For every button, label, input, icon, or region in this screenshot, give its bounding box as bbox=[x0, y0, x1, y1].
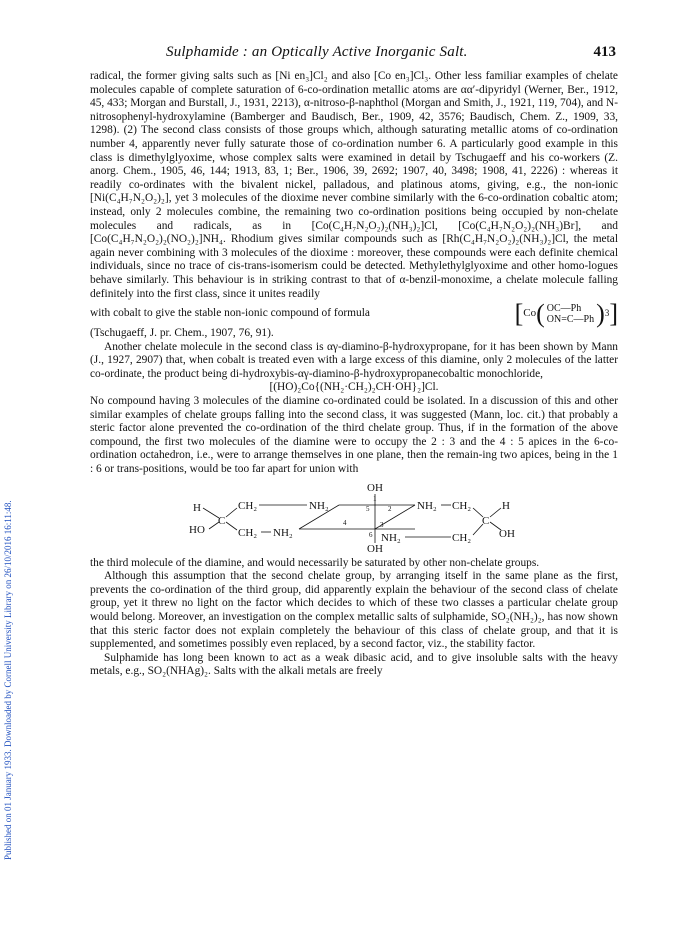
apex-4-label: 4 bbox=[343, 518, 347, 527]
formula-metal: Co bbox=[523, 307, 537, 320]
oh-top-label: OH bbox=[367, 481, 383, 494]
nh2-bot-left-label: NH₂ bbox=[273, 526, 293, 539]
article-body bbox=[90, 70, 618, 679]
bond-c-ch2-bot-left bbox=[226, 522, 237, 530]
c-left-label: C bbox=[218, 514, 226, 527]
ho-left-label: HO bbox=[189, 523, 205, 536]
bond-c-h-right bbox=[490, 508, 501, 517]
apex-6-label: 6 bbox=[369, 530, 373, 539]
octahedral-structure-diagram bbox=[189, 481, 519, 553]
paragraph-sulphamide: Sulphamide has long been known to act as a weak dibasic acid, and to give insoluble salts with the heavy metals, e.g., SO₂(NHAg)₂. Salts with the alkali metals are freely bbox=[90, 651, 618, 678]
page-number: 413 bbox=[593, 44, 616, 60]
oh-right-label: OH bbox=[499, 527, 515, 540]
paragraph-steric-factor: No compound having 3 molecules of the diamine co-ordinated could be isolated. In a discussion of this and other similar examples of chelate groups falling into the second class, it was suggested (Mann, loc. cit.) that probably a steric factor alone prevented the co-ordination of the third chelate group. Thus, if in the formation of the above compound, the first two molecules of the diamine were to occupy the 2 : 3 and the 4 : 5 apices in the 6-co-ordination octahedron, i.e., were to arrange themselves in one plane, then the remain-ing two apices, being in the 1 : 6 or trans-positions, would be too far apart for union with bbox=[90, 395, 618, 476]
bond-h-c-left bbox=[203, 508, 219, 518]
formula-bottom: ON=C—Ph bbox=[546, 314, 595, 326]
formula-subscript: 3 bbox=[604, 308, 610, 319]
centered-cobalt-formula: [(HO)₂Co{(NH₂·CH₂)₂CH·OH}₂]Cl. bbox=[269, 381, 439, 394]
benzilmonoxime-formula-line bbox=[90, 299, 618, 329]
paragraph-chelate-classes: radical, the former giving salts such as [Ni en₃]Cl₂ and also [Co en₃]Cl₃. Other less familiar examples of chelate molecules capable of complete saturation of 6-co-ordination metallic atoms are αα′-dipyridyl (Werner, Ber., 1912, 45, 433; Morgan and Burstall, J., 1931, 2213), α-nitroso-β-naphthol (Morgan and Smith, J., 1921, 119, 704), and N-nitrosophenyl-hydroxylamine (Bamberger and Baudisch, Ber., 1909, 42, 3576; Baudisch, Chem. Z., 1909, 33, 1298). (2) The second class consists of those groups which, although saturating metallic atoms of co-ordination number 4, apparently never fully saturate those of co-ordination number 6. A particularly good example in this class is dimethylglyoxime, whose complex salts were examined in detail by Tschugaeff and his co-workers (Z. anorg. Chem., 1905, 46, 144; 1913, 83, 1; Ber., 1906, 39, 2692; 1907, 40, 3498; 1908, 41, 2226) : whereas it readily co-ordinates with the bivalent nickel, palladous, and platinous atoms, giving, e.g., the non-ionic [Ni(C₄H₇N₂O₂)₂], yet 3 molecules of the dioxime never combine similarly with the 6-co-ordination cobaltic atom; instead, only 2 molecules combine, the remaining two co-ordination positions being occupied by non-chelate molecules and radicals, as in [Co(C₄H₇N₂O₂)₂(NH₃)₂]Cl, [Co(C₄H₇N₂O₂)₂(NH₃)Br], and [Co(C₄H₇N₂O₂)₂(NO₂)₂]NH₄. Rhodium gives similar compounds such as [Rh(C₄H₇N₂O₂)₂(NH₃)₂]Cl, the metal again never combining with 3 molecules of the dioxime : moreover, these compounds were each definite chemical individuals, since no trace of cis-trans-isomerism could be detected. Methylethylglyoxime and other homo-logues behave similarly. This behaviour is in striking contrast to that of α-benzil-monoxime, a chelate molecule falling definitely into the first class, since it unites readily bbox=[90, 70, 618, 300]
nh2-top-left-label: NH₂ bbox=[309, 499, 329, 512]
left-paren: ( bbox=[536, 299, 545, 329]
bond-c-ch2-top-left bbox=[226, 508, 237, 517]
page-header bbox=[96, 44, 616, 64]
right-square-bracket: ] bbox=[609, 299, 618, 329]
cobalt-benzilmonoxime-formula bbox=[514, 299, 618, 329]
ch2-bot-left-label: CH₂ bbox=[238, 526, 258, 539]
formula-top: OC—Ph bbox=[546, 303, 582, 315]
paragraph-mann: Another chelate molecule in the second class is αγ-diamino-β-hydroxypropane, for it has been shown by Mann (J., 1927, 2907) that, when cobalt is treated even with a large excess of this diamine, only 2 molecules of the latter co-ordinate, the product being di-hydroxybis-αγ-diamino-β-hydroxypropanecobaltic monochloride, bbox=[90, 340, 618, 380]
ch2-bot-right-label: CH₂ bbox=[452, 531, 472, 544]
running-title: Sulphamide : an Optically Active Inorganic Salt. bbox=[166, 44, 468, 60]
h-right-label: H bbox=[502, 499, 510, 512]
ch2-top-left-label: CH₂ bbox=[238, 499, 258, 512]
paragraph-third-molecule: the third molecule of the diamine, and would necessarily be saturated by other non-chelate groups. bbox=[90, 556, 540, 569]
apex-5-label: 5 bbox=[366, 504, 370, 513]
apex-3-label: 3 bbox=[380, 520, 384, 529]
download-provenance-note bbox=[0, 0, 16, 936]
right-paren: ) bbox=[596, 299, 605, 329]
c-right-label: C bbox=[482, 514, 490, 527]
download-provenance-text[interactable]: Published on 01 January 1933. Downloaded by Cornell University Library on 26/10/2016 16:11:48. bbox=[3, 500, 13, 860]
formula-stack bbox=[547, 303, 594, 325]
formula-lead-text: with cobalt to give the stable non-ionic compound of formula bbox=[90, 307, 370, 320]
ch2-top-right-label: CH₂ bbox=[452, 499, 472, 512]
paragraph-stability-factor: Although this assumption that the second chelate group, by arranging itself in the same plane as the first, prevents the co-ordination of the third group, did apparently explain the behaviour of the second class of chelate group, yet it threw no light on the factor which decides to which of these two classes a particular chelate group would belong. Moreover, an investigation on the complex metallic salts of sulphamide, SO₂(NH₂)₂, has now shown that this steric factor does not explain completely the behaviour of this class of chelate group, and that it is supplemented, and sometimes possibly even replaced, by a second factor, viz., the stability factor. bbox=[90, 570, 618, 651]
oh-bottom-label: OH bbox=[367, 542, 383, 553]
apex-2-label: 2 bbox=[388, 504, 392, 513]
paragraph-tschugaeff-ref: (Tschugaeff, J. pr. Chem., 1907, 76, 91). bbox=[90, 327, 274, 340]
h-left-label: H bbox=[193, 501, 201, 514]
nh2-bot-right-label: NH₂ bbox=[381, 531, 401, 544]
nh2-top-right-label: NH₂ bbox=[417, 499, 437, 512]
apex-1-label: 1 bbox=[373, 494, 377, 503]
left-square-bracket: [ bbox=[514, 299, 524, 329]
